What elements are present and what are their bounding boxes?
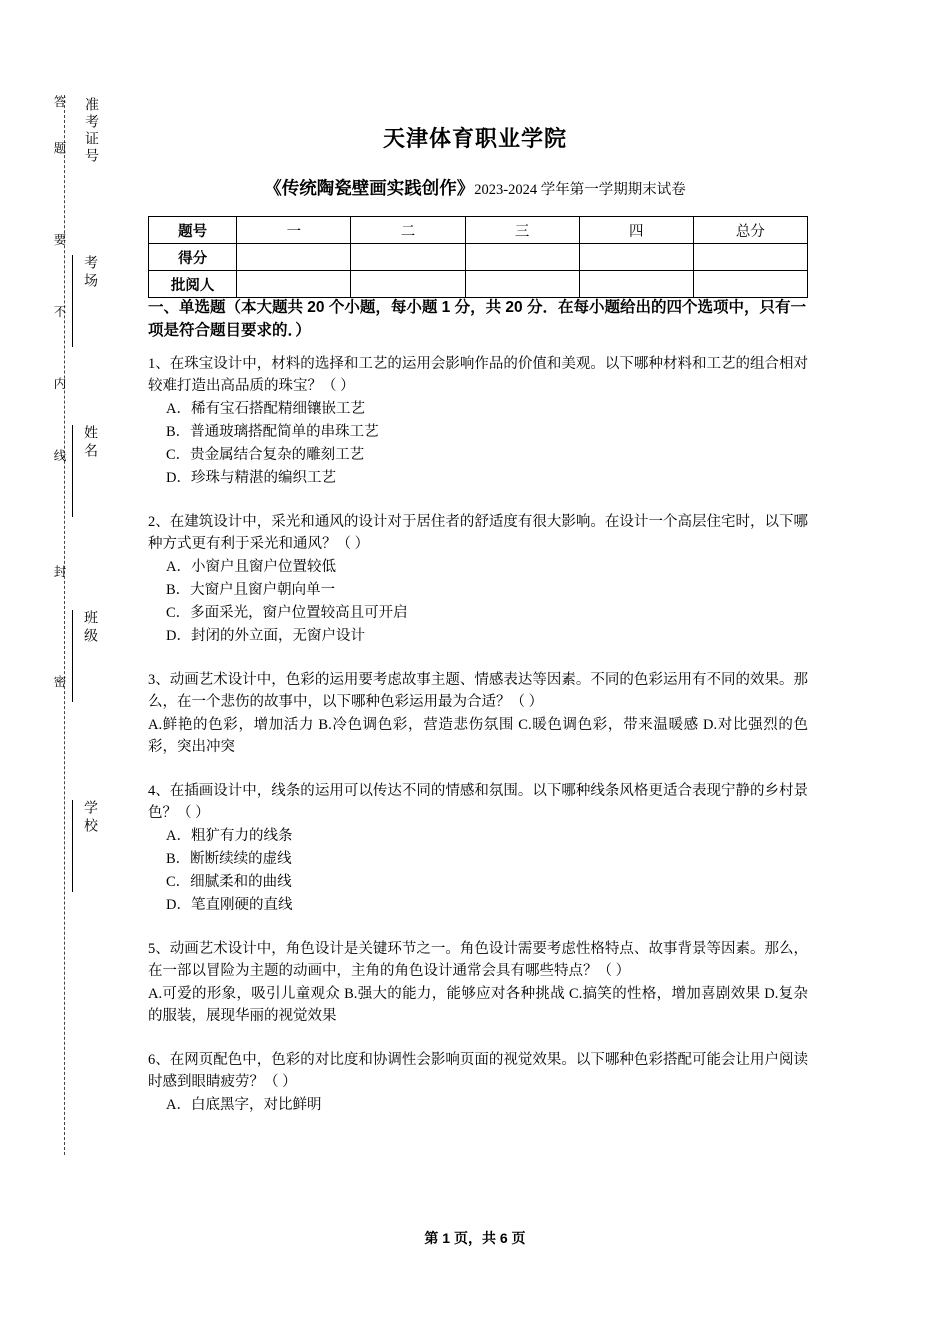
score-cell-total[interactable]: 总分 bbox=[693, 217, 807, 244]
seal-note-exam-number: 准考证号 bbox=[83, 97, 98, 165]
question-item bbox=[148, 353, 808, 489]
score-cell[interactable] bbox=[351, 271, 465, 298]
seal-field-name: 姓名 bbox=[72, 425, 99, 517]
section-heading-single-choice: 一、单选题（本大题共 20 个小题，每小题 1 分，共 20 分．在每小题给出的四个选项中，只有一项是符合题目要求的．） bbox=[148, 299, 806, 340]
score-cell[interactable] bbox=[465, 271, 579, 298]
seal-column-yao: 要 bbox=[52, 233, 66, 256]
question-stem: 5、动画艺术设计中，角色设计是关键环节之一。角色设计需要考虑性格特点、故事背景等因素。那么，在一部以冒险为主题的动画中，主角的角色设计通常会具有哪些特点？（ ） bbox=[148, 941, 808, 980]
score-cell-total[interactable] bbox=[693, 271, 807, 298]
question-option[interactable]: C．细腻柔和的曲线 bbox=[166, 874, 292, 891]
score-cell[interactable]: 三 bbox=[465, 217, 579, 244]
score-cell[interactable]: 二 bbox=[351, 217, 465, 244]
score-cell[interactable]: 一 bbox=[237, 217, 351, 244]
question-option[interactable]: A．稀有宝石搭配精细镶嵌工艺 bbox=[166, 400, 365, 417]
question-option[interactable]: A．白底黑字，对比鲜明 bbox=[166, 1097, 322, 1114]
question-stem: 4、在插画设计中，线条的运用可以传达不同的情感和氛围。以下哪种线条风格更适合表现宁静的乡村景色？（ ） bbox=[148, 783, 808, 822]
question-option[interactable]: A.鲜艳的色彩，增加活力 B.冷色调色彩，营造悲伤氛围 C.暖色调色彩，带来温暖感 D.对比强烈的色彩，突出冲突 bbox=[148, 716, 808, 755]
sealing-line-area bbox=[42, 95, 112, 1155]
seal-column-mi: 密 bbox=[52, 675, 66, 698]
seal-field-class: 班级 bbox=[72, 610, 99, 702]
exam-subtitle bbox=[0, 175, 950, 200]
score-cell[interactable]: 四 bbox=[579, 217, 693, 244]
question-option[interactable]: A.可爱的形象，吸引儿童观众 B.强大的能力，能够应对各种挑战 C.搞笑的性格，增加喜剧效果 D.复杂的服装，展现华丽的视觉效果 bbox=[148, 986, 808, 1025]
question-option[interactable]: D．珍珠与精湛的编织工艺 bbox=[166, 469, 336, 486]
seal-column-xian: 线 bbox=[52, 449, 66, 472]
page-title: 天津体育职业学院 bbox=[382, 126, 567, 151]
question-stem: 3、动画艺术设计中，色彩的运用要考虑故事主题、情感表达等因素。不同的色彩运用有不同的效果。那么，在一个悲伤的故事中，以下哪种色彩运用最为合适？（ ） bbox=[148, 671, 808, 710]
question-stem: 1、在珠宝设计中，材料的选择和工艺的运用会影响作品的价值和美观。以下哪种材料和工艺的组合相对较难打造出高品质的珠宝？（ ） bbox=[148, 355, 808, 394]
seal-column-answer: 答 题 bbox=[52, 95, 66, 164]
question-option[interactable]: D．笔直刚硬的直线 bbox=[166, 897, 293, 914]
table-row bbox=[149, 244, 808, 271]
seal-field-school: 学校 bbox=[72, 800, 99, 892]
question-option[interactable]: C．多面采光，窗户位置较高且可开启 bbox=[166, 604, 408, 621]
seal-field-exam-room: 考场 bbox=[72, 255, 99, 347]
score-cell[interactable] bbox=[237, 244, 351, 271]
score-cell[interactable] bbox=[579, 271, 693, 298]
score-cell[interactable] bbox=[579, 244, 693, 271]
term-info: 2023-2024 学年第一学期期末试卷 bbox=[474, 182, 686, 198]
score-row-header: 得分 bbox=[149, 244, 237, 271]
score-row-header: 批阅人 bbox=[149, 271, 237, 298]
exam-content bbox=[148, 296, 808, 1116]
seal-column-feng: 封 bbox=[52, 565, 66, 588]
question-stem: 6、在网页配色中，色彩的对比度和协调性会影响页面的视觉效果。以下哪种色彩搭配可能会让用户阅读时感到眼睛疲劳？（ ） bbox=[148, 1052, 808, 1091]
question-option[interactable]: B．普通玻璃搭配简单的串珠工艺 bbox=[166, 423, 379, 440]
question-option[interactable]: D．封闭的外立面，无窗户设计 bbox=[166, 627, 365, 644]
question-stem: 2、在建筑设计中，采光和通风的设计对于居住者的舒适度有很大影响。在设计一个高层住宅时，以下哪种方式更有利于采光和通风？（ ） bbox=[148, 513, 808, 552]
score-cell[interactable] bbox=[465, 244, 579, 271]
question-option[interactable]: C．贵金属结合复杂的雕刻工艺 bbox=[166, 446, 365, 463]
score-cell[interactable] bbox=[237, 271, 351, 298]
seal-column-bu: 不 bbox=[52, 305, 66, 328]
question-item bbox=[148, 1049, 808, 1116]
course-name: 《传统陶瓷壁画实践创作》 bbox=[264, 178, 475, 198]
table-row bbox=[149, 271, 808, 298]
question-option[interactable]: B．大窗户且窗户朝向单一 bbox=[166, 581, 336, 598]
question-option[interactable]: B．断断续续的虚线 bbox=[166, 851, 292, 868]
score-table bbox=[148, 216, 808, 298]
question-item bbox=[148, 938, 808, 1027]
score-cell-total[interactable] bbox=[693, 244, 807, 271]
question-option[interactable]: A．粗犷有力的线条 bbox=[166, 828, 293, 845]
page-footer: 第 1 页，共 6 页 bbox=[424, 1230, 526, 1246]
score-cell[interactable] bbox=[351, 244, 465, 271]
question-option[interactable]: A．小窗户且窗户位置较低 bbox=[166, 558, 336, 575]
question-item bbox=[148, 780, 808, 916]
score-row-header: 题号 bbox=[149, 217, 237, 244]
seal-column-nei: 内 bbox=[52, 377, 66, 400]
question-item bbox=[148, 511, 808, 647]
table-row bbox=[149, 217, 808, 244]
question-item bbox=[148, 669, 808, 758]
